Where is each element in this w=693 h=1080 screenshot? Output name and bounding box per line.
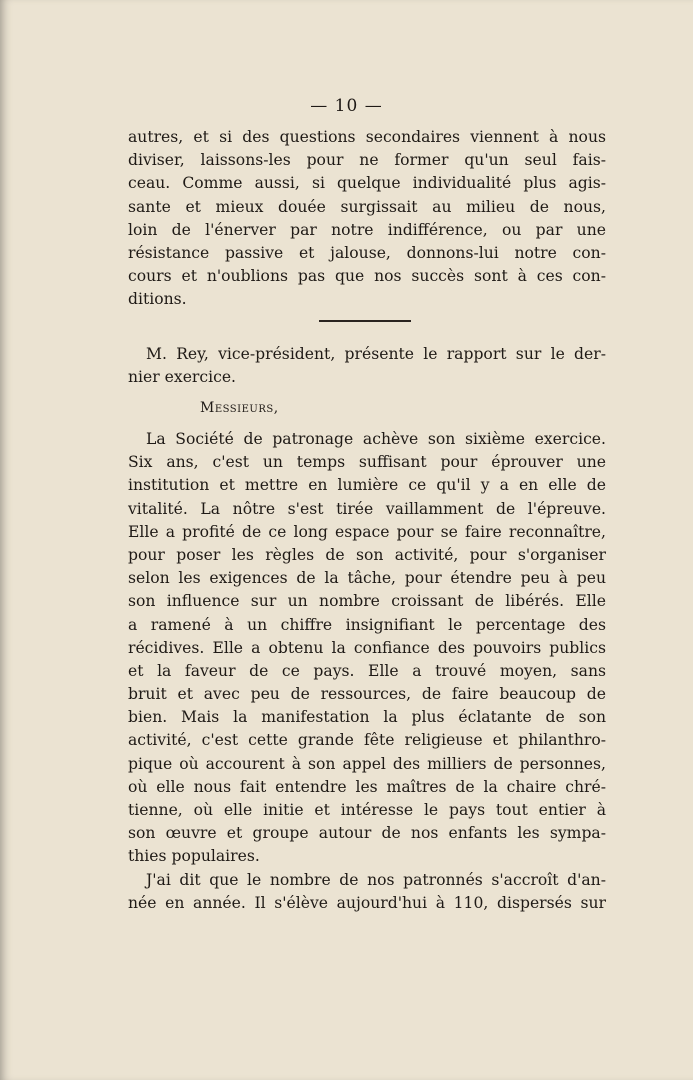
text-line: bruit et avec peu de ressources, de faire beaucoup de: [128, 685, 606, 704]
text-line: et la faveur de ce pays. Elle a trouvé moyen, sans: [128, 661, 606, 680]
text-line: thies populaires.: [128, 847, 260, 866]
text-line: activité, c'est cette grande fête religieuse et philanthro-: [128, 731, 606, 750]
text-line: née en année. Il s'élève aujourd'hui à 110, dispersés sur: [128, 893, 606, 912]
paragraph-closing-speech: [128, 126, 606, 312]
text-line: Six ans, c'est un temps suffisant pour éprouver une: [128, 453, 606, 472]
text-line: bien. Mais la manifestation la plus éclatante de son: [128, 708, 606, 727]
text-line: récidives. Elle a obtenu la confiance des pouvoirs publics: [128, 638, 606, 657]
text-line: nier exercice.: [128, 368, 237, 387]
section-divider: [319, 320, 411, 322]
text-line: autres, et si des questions secondaires viennent à nous: [128, 128, 606, 146]
text-line: diviser, laissons-les pour ne former qu'un seul fais-: [128, 151, 606, 170]
text-line: pour poser les règles de son activité, pour s'organiser: [128, 545, 606, 564]
paragraph-report: [128, 428, 606, 915]
text-line: ceau. Comme aussi, si quelque individualité plus agis-: [128, 174, 606, 193]
text-line: son œuvre et groupe autour de nos enfants les sympa-: [128, 824, 606, 843]
text-line: J'ai dit que le nombre de nos patronnés s'accroît d'an-: [146, 870, 606, 889]
text-line: institution et mettre en lumière ce qu'il y a en elle de: [128, 476, 606, 495]
text-line: où elle nous fait entendre les maîtres de la chaire chré-: [128, 777, 606, 796]
text-line: sante et mieux douée surgissait au milieu de nous,: [128, 197, 606, 216]
text-line: cours et n'oublions pas que nos succès sont à ces con-: [128, 267, 606, 286]
salutation: Messieurs,: [200, 400, 279, 416]
text-line: tienne, où elle initie et intéresse le pays tout entier à: [128, 801, 606, 819]
page-number: — 10 —: [310, 96, 383, 116]
text-line: a ramené à un chiffre insignifiant le percentage des: [128, 615, 606, 634]
text-line: vitalité. La nôtre s'est tirée vaillamment de l'épreuve.: [128, 499, 606, 518]
text-line: La Société de patronage achève son sixième exercice.: [146, 430, 606, 448]
text-line: ditions.: [128, 290, 187, 309]
paragraph-introduction: [128, 343, 606, 389]
text-line: résistance passive et jalouse, donnons-lui notre con-: [128, 243, 606, 262]
text-line: selon les exigences de la tâche, pour étendre peu à peu: [128, 569, 606, 588]
text-line: pique où accourent à son appel des milliers de personnes,: [128, 754, 606, 773]
text-line: Elle a profité de ce long espace pour se faire reconnaître,: [128, 522, 606, 541]
text-line: loin de l'énerver par notre indifférence, ou par une: [128, 220, 606, 239]
text-line: son influence sur un nombre croissant de libérés. Elle: [128, 592, 606, 611]
text-line: M. Rey, vice-président, présente le rapport sur le der-: [146, 345, 606, 363]
